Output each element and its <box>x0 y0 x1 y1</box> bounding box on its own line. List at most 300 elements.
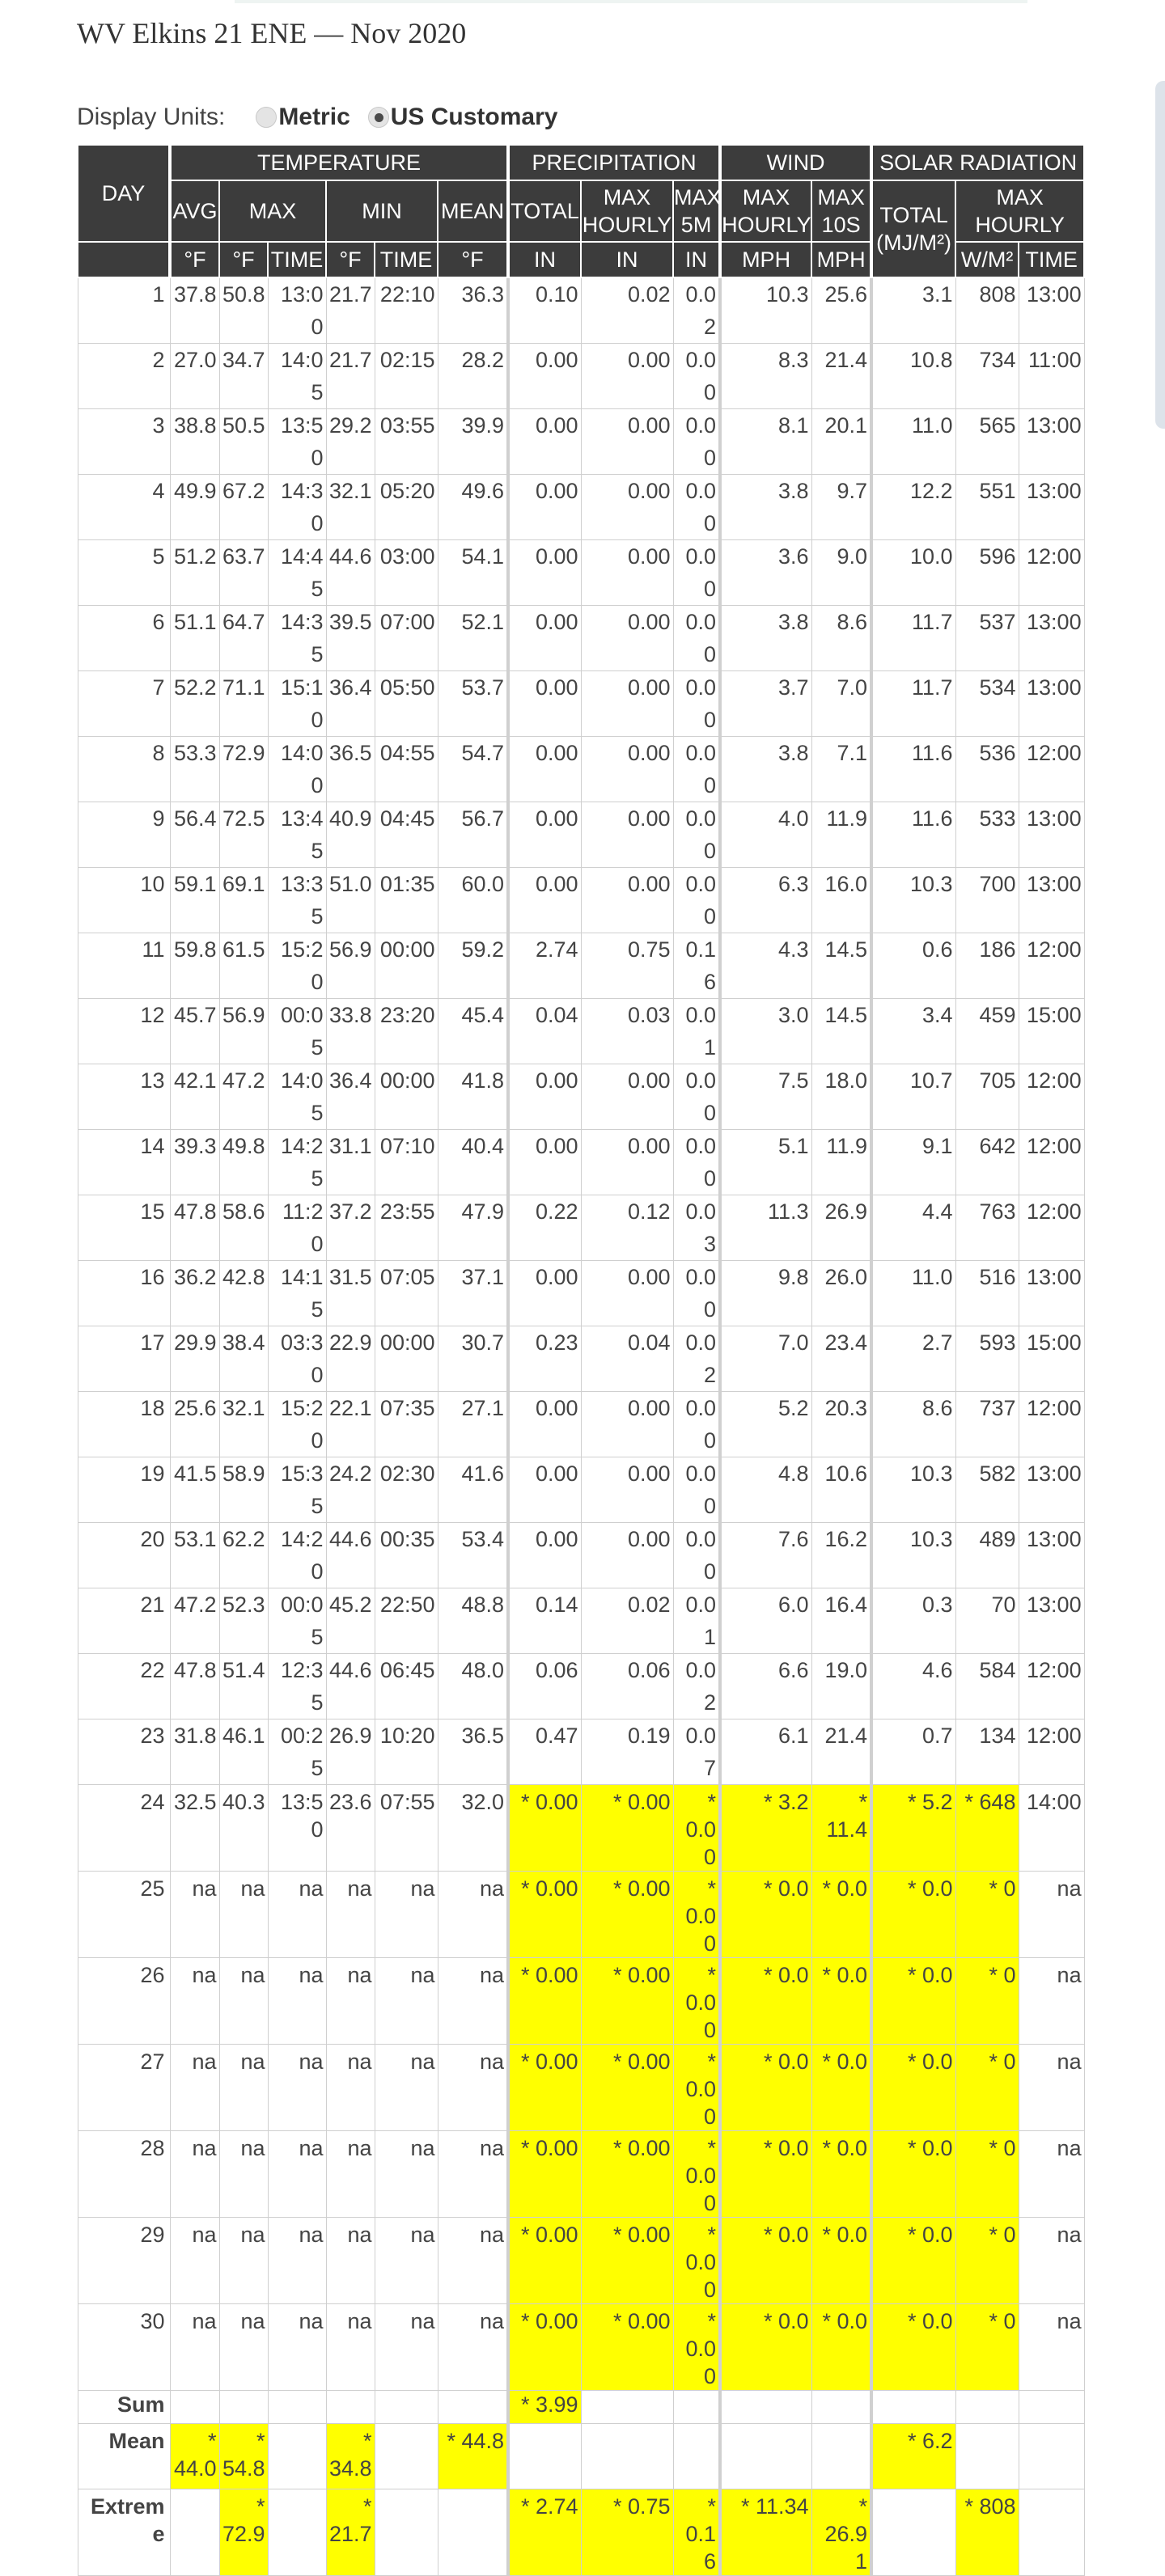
table-row <box>78 1457 1084 1523</box>
cell-avg: 51.2 <box>170 540 219 606</box>
cell-min-time: na <box>375 2304 438 2391</box>
cell-day: 6 <box>78 606 170 671</box>
cell-avg: 31.8 <box>170 1719 219 1785</box>
cell-solar-time: 13:00 <box>1019 1457 1084 1523</box>
cell-day: 24 <box>78 1785 170 1872</box>
cell-day: 25 <box>78 1872 170 1958</box>
cell-solar-time: 13:00 <box>1019 606 1084 671</box>
cell-max-time: 15:35 <box>268 1457 326 1523</box>
cell-mean: 60.0 <box>438 868 508 933</box>
cell-day: 8 <box>78 737 170 802</box>
cell-solar-time: na <box>1019 1872 1084 1958</box>
cell-precip-total: 0.00 <box>508 1457 581 1523</box>
cell-min-f: 31.1 <box>326 1130 375 1195</box>
cell-day: 4 <box>78 475 170 540</box>
cell-solar-time: na <box>1019 2045 1084 2131</box>
cell-mean: na <box>438 2045 508 2131</box>
cell-solar-max-hourly: 551 <box>955 475 1019 540</box>
cell-wind-max-10s: 21.4 <box>811 344 871 409</box>
cell-avg: 47.8 <box>170 1654 219 1719</box>
cell-avg <box>170 2391 219 2424</box>
cell-solar-max-hourly: 186 <box>955 933 1019 999</box>
scrollbar-thumb[interactable] <box>1155 81 1165 429</box>
cell-precip-total: * 0.00 <box>508 2131 581 2218</box>
unit-precip-total: IN <box>508 242 581 277</box>
cell-precip-max-5m: 0.00 <box>673 671 720 737</box>
cell-wind-max-hourly: 6.1 <box>720 1719 811 1785</box>
cell-precip-max-5m: * 0.00 <box>673 1872 720 1958</box>
cell-precip-max-5m: 0.00 <box>673 409 720 475</box>
cell-precip-max-hourly: 0.00 <box>581 1392 673 1457</box>
cell-avg: 45.7 <box>170 999 219 1064</box>
cell-solar-max-hourly: 596 <box>955 540 1019 606</box>
cell-max-time: 11:20 <box>268 1195 326 1261</box>
cell-precip-max-hourly: 0.02 <box>581 277 673 344</box>
cell-precip-max-5m: 0.00 <box>673 737 720 802</box>
cell-day: 5 <box>78 540 170 606</box>
cell-min-time: 07:55 <box>375 1785 438 1872</box>
cell-wind-max-hourly: * 0.0 <box>720 1958 811 2045</box>
cell-precip-total: * 0.00 <box>508 1958 581 2045</box>
cell-max-f: 49.8 <box>219 1130 268 1195</box>
cell-solar-total: * 0.0 <box>871 1872 955 1958</box>
cell-mean: 36.3 <box>438 277 508 344</box>
cell-mean: 32.0 <box>438 1785 508 1872</box>
table-row <box>78 671 1084 737</box>
cell-solar-total: 11.6 <box>871 737 955 802</box>
cell-solar-total: 9.1 <box>871 1130 955 1195</box>
cell-solar-total: 8.6 <box>871 1392 955 1457</box>
table-row <box>78 1785 1084 1872</box>
cell-solar-max-hourly: 534 <box>955 671 1019 737</box>
cell-max-time <box>268 2391 326 2424</box>
cell-min-time <box>375 2489 438 2576</box>
cell-max-time: na <box>268 1872 326 1958</box>
us-customary-radio[interactable] <box>368 107 389 128</box>
cell-precip-max-5m: * 0.16 <box>673 2489 720 2576</box>
cell-solar-time: 13:00 <box>1019 1523 1084 1588</box>
cell-solar-time: 12:00 <box>1019 1064 1084 1130</box>
top-accent-bar <box>235 0 1027 3</box>
cell-max-f: 69.1 <box>219 868 268 933</box>
cell-day: 12 <box>78 999 170 1064</box>
cell-wind-max-10s: 11.9 <box>811 1130 871 1195</box>
cell-day: 1 <box>78 277 170 344</box>
cell-max-f: 71.1 <box>219 671 268 737</box>
cell-precip-max-hourly: 0.02 <box>581 1588 673 1654</box>
cell-solar-total: 3.1 <box>871 277 955 344</box>
cell-min-f: 36.4 <box>326 1064 375 1130</box>
cell-precip-max-5m: 0.03 <box>673 1195 720 1261</box>
table-row <box>78 1719 1084 1785</box>
cell-wind-max-10s: * 0.0 <box>811 2045 871 2131</box>
cell-max-f: * 54.8 <box>219 2424 268 2489</box>
cell-solar-time: 13:00 <box>1019 1588 1084 1654</box>
cell-wind-max-hourly: 4.8 <box>720 1457 811 1523</box>
table-row <box>78 409 1084 475</box>
cell-day: 13 <box>78 1064 170 1130</box>
cell-solar-time: 12:00 <box>1019 933 1084 999</box>
cell-solar-max-hourly: * 0 <box>955 2045 1019 2131</box>
cell-max-f: 58.9 <box>219 1457 268 1523</box>
cell-avg: 39.3 <box>170 1130 219 1195</box>
cell-solar-max-hourly: 737 <box>955 1392 1019 1457</box>
cell-precip-max-5m: 0.00 <box>673 1523 720 1588</box>
cell-day: 27 <box>78 2045 170 2131</box>
header-temperature: TEMPERATURE <box>170 145 508 180</box>
cell-day: 28 <box>78 2131 170 2218</box>
cell-wind-max-10s: 10.6 <box>811 1457 871 1523</box>
cell-max-time: 00:05 <box>268 999 326 1064</box>
cell-solar-total: 11.6 <box>871 802 955 868</box>
cell-mean: 40.4 <box>438 1130 508 1195</box>
cell-wind-max-hourly: 3.8 <box>720 606 811 671</box>
cell-avg: na <box>170 1872 219 1958</box>
cell-precip-total: 0.00 <box>508 1130 581 1195</box>
cell-wind-max-10s: 7.0 <box>811 671 871 737</box>
cell-mean: 49.6 <box>438 475 508 540</box>
cell-wind-max-10s: 20.1 <box>811 409 871 475</box>
cell-min-f: na <box>326 2304 375 2391</box>
header-solar-max-hourly: MAX HOURLY <box>955 180 1084 242</box>
cell-min-f: 22.9 <box>326 1326 375 1392</box>
cell-min-time <box>375 2424 438 2489</box>
cell-solar-max-hourly: * 648 <box>955 1785 1019 1872</box>
cell-solar-total: 11.0 <box>871 409 955 475</box>
cell-avg: 41.5 <box>170 1457 219 1523</box>
cell-precip-max-hourly: 0.00 <box>581 1457 673 1523</box>
cell-avg: 51.1 <box>170 606 219 671</box>
cell-solar-max-hourly: * 0 <box>955 2218 1019 2304</box>
cell-day: Mean <box>78 2424 170 2489</box>
cell-precip-max-5m: 0.00 <box>673 802 720 868</box>
unit-solar-time: TIME <box>1019 242 1084 277</box>
cell-min-time: 00:00 <box>375 1326 438 1392</box>
cell-max-f: 42.8 <box>219 1261 268 1326</box>
cell-wind-max-10s: 16.2 <box>811 1523 871 1588</box>
cell-min-f: 37.2 <box>326 1195 375 1261</box>
cell-min-f: 36.4 <box>326 671 375 737</box>
metric-label: Metric <box>278 104 350 130</box>
cell-min-f: 32.1 <box>326 475 375 540</box>
cell-precip-max-hourly: 0.12 <box>581 1195 673 1261</box>
cell-solar-time: 13:00 <box>1019 409 1084 475</box>
cell-solar-time: 12:00 <box>1019 1195 1084 1261</box>
cell-wind-max-hourly: * 0.0 <box>720 1872 811 1958</box>
cell-max-time: 14:05 <box>268 1064 326 1130</box>
cell-max-time: 13:45 <box>268 802 326 868</box>
table-row <box>78 1130 1084 1195</box>
table-row <box>78 737 1084 802</box>
cell-precip-max-hourly: * 0.00 <box>581 1958 673 2045</box>
cell-precip-max-hourly: * 0.75 <box>581 2489 673 2576</box>
cell-solar-time: 12:00 <box>1019 1392 1084 1457</box>
cell-wind-max-10s: 16.0 <box>811 868 871 933</box>
cell-precip-max-5m: 0.02 <box>673 277 720 344</box>
cell-avg: na <box>170 2304 219 2391</box>
cell-precip-max-5m: 0.00 <box>673 868 720 933</box>
display-units-selector <box>77 104 575 131</box>
cell-solar-total: 0.7 <box>871 1719 955 1785</box>
cell-avg <box>170 2489 219 2576</box>
cell-mean: 47.9 <box>438 1195 508 1261</box>
cell-min-f: 44.6 <box>326 540 375 606</box>
cell-wind-max-10s: 26.0 <box>811 1261 871 1326</box>
header-wind-max-hourly: MAX HOURLY <box>720 180 811 242</box>
cell-solar-max-hourly: * 0 <box>955 2304 1019 2391</box>
cell-precip-total: 0.00 <box>508 475 581 540</box>
metric-option[interactable] <box>256 104 350 131</box>
cell-max-f: 63.7 <box>219 540 268 606</box>
cell-min-f: 45.2 <box>326 1588 375 1654</box>
cell-solar-max-hourly: * 0 <box>955 1872 1019 1958</box>
cell-solar-total: * 0.0 <box>871 2304 955 2391</box>
cell-precip-max-5m: 0.00 <box>673 606 720 671</box>
cell-solar-total: 0.6 <box>871 933 955 999</box>
cell-solar-total: 11.7 <box>871 671 955 737</box>
cell-max-f: 72.5 <box>219 802 268 868</box>
table-row <box>78 475 1084 540</box>
cell-max-f: 50.8 <box>219 277 268 344</box>
cell-precip-total: 0.10 <box>508 277 581 344</box>
cell-max-time: 03:30 <box>268 1326 326 1392</box>
cell-mean: na <box>438 2218 508 2304</box>
cell-day: Extreme <box>78 2489 170 2576</box>
cell-solar-time: 13:00 <box>1019 1261 1084 1326</box>
cell-precip-total: 0.00 <box>508 540 581 606</box>
climate-table <box>77 144 1085 2576</box>
cell-max-time: 13:50 <box>268 1785 326 1872</box>
cell-wind-max-10s <box>811 2391 871 2424</box>
cell-wind-max-hourly: * 0.0 <box>720 2131 811 2218</box>
header-max: MAX <box>219 180 326 242</box>
cell-solar-total: * 0.0 <box>871 2045 955 2131</box>
cell-avg: 38.8 <box>170 409 219 475</box>
table-row <box>78 1326 1084 1392</box>
table-row <box>78 2424 1084 2489</box>
cell-solar-time: 15:00 <box>1019 999 1084 1064</box>
cell-wind-max-hourly: * 11.34 <box>720 2489 811 2576</box>
cell-solar-time: 12:00 <box>1019 1130 1084 1195</box>
header-wind: WIND <box>720 145 871 180</box>
table-row <box>78 802 1084 868</box>
cell-avg: 49.9 <box>170 475 219 540</box>
cell-wind-max-hourly: 3.8 <box>720 475 811 540</box>
cell-solar-total: 10.0 <box>871 540 955 606</box>
header-solar-total: TOTAL (MJ/M²) <box>871 180 955 277</box>
cell-wind-max-10s: * 0.0 <box>811 1958 871 2045</box>
cell-solar-max-hourly: 705 <box>955 1064 1019 1130</box>
cell-wind-max-hourly: 3.8 <box>720 737 811 802</box>
cell-max-time: na <box>268 2131 326 2218</box>
unit-min-time: TIME <box>375 242 438 277</box>
cell-day: Sum <box>78 2391 170 2424</box>
us-customary-label: US Customary <box>390 104 558 130</box>
cell-precip-max-hourly: 0.00 <box>581 344 673 409</box>
cell-day: 15 <box>78 1195 170 1261</box>
cell-precip-max-5m: * 0.00 <box>673 2218 720 2304</box>
cell-max-time: 12:35 <box>268 1654 326 1719</box>
cell-wind-max-hourly <box>720 2391 811 2424</box>
cell-solar-time: 12:00 <box>1019 737 1084 802</box>
cell-max-f: 62.2 <box>219 1523 268 1588</box>
cell-wind-max-10s: 16.4 <box>811 1588 871 1654</box>
cell-min-time: 23:20 <box>375 999 438 1064</box>
cell-avg: 59.8 <box>170 933 219 999</box>
cell-max-time: 13:00 <box>268 277 326 344</box>
cell-max-f: 67.2 <box>219 475 268 540</box>
table-row <box>78 2304 1084 2391</box>
cell-solar-time <box>1019 2489 1084 2576</box>
cell-max-f: 40.3 <box>219 1785 268 1872</box>
cell-max-f: na <box>219 2304 268 2391</box>
table-row <box>78 1261 1084 1326</box>
table-row <box>78 606 1084 671</box>
cell-avg: 27.0 <box>170 344 219 409</box>
cell-mean <box>438 2489 508 2576</box>
cell-wind-max-hourly: 7.6 <box>720 1523 811 1588</box>
cell-max-f: 58.6 <box>219 1195 268 1261</box>
table-body <box>78 277 1084 2576</box>
cell-solar-max-hourly: 593 <box>955 1326 1019 1392</box>
cell-day: 18 <box>78 1392 170 1457</box>
header-precip-max-hourly: MAX HOURLY <box>581 180 673 242</box>
cell-solar-total: 10.8 <box>871 344 955 409</box>
cell-wind-max-hourly <box>720 2424 811 2489</box>
cell-precip-total: 2.74 <box>508 933 581 999</box>
cell-solar-total: 10.7 <box>871 1064 955 1130</box>
display-units-label: Display Units: <box>77 104 226 130</box>
cell-wind-max-hourly: 7.0 <box>720 1326 811 1392</box>
cell-avg: 53.1 <box>170 1523 219 1588</box>
table-row <box>78 277 1084 344</box>
cell-solar-time: 13:00 <box>1019 671 1084 737</box>
cell-precip-max-hourly: 0.75 <box>581 933 673 999</box>
cell-wind-max-10s: 26.9 <box>811 1195 871 1261</box>
cell-mean: na <box>438 1872 508 1958</box>
header-avg: AVG <box>170 180 219 242</box>
cell-precip-max-hourly: 0.00 <box>581 737 673 802</box>
table-row <box>78 1588 1084 1654</box>
cell-precip-total: 0.00 <box>508 1064 581 1130</box>
cell-precip-total: 0.06 <box>508 1654 581 1719</box>
cell-max-time: na <box>268 2218 326 2304</box>
table-row <box>78 2045 1084 2131</box>
cell-solar-time: na <box>1019 1958 1084 2045</box>
table-row <box>78 1523 1084 1588</box>
cell-wind-max-10s <box>811 2424 871 2489</box>
cell-solar-max-hourly: 582 <box>955 1457 1019 1523</box>
cell-wind-max-hourly: * 0.0 <box>720 2045 811 2131</box>
cell-wind-max-hourly: 11.3 <box>720 1195 811 1261</box>
cell-max-f: 56.9 <box>219 999 268 1064</box>
cell-precip-max-hourly: * 0.00 <box>581 2045 673 2131</box>
cell-min-time: na <box>375 2218 438 2304</box>
header-day-unit-spacer <box>78 242 170 277</box>
cell-day: 7 <box>78 671 170 737</box>
cell-precip-max-hourly <box>581 2391 673 2424</box>
unit-wind-max-10s: MPH <box>811 242 871 277</box>
header-wind-max-10s: MAX 10S <box>811 180 871 242</box>
cell-avg: 37.8 <box>170 277 219 344</box>
cell-precip-total: 0.00 <box>508 868 581 933</box>
cell-precip-max-hourly: 0.03 <box>581 999 673 1064</box>
cell-wind-max-10s: 7.1 <box>811 737 871 802</box>
cell-max-time: na <box>268 1958 326 2045</box>
cell-min-time: na <box>375 2045 438 2131</box>
cell-precip-max-hourly: * 0.00 <box>581 2131 673 2218</box>
cell-max-f: 51.4 <box>219 1654 268 1719</box>
table-row <box>78 868 1084 933</box>
table-row <box>78 344 1084 409</box>
cell-day: 26 <box>78 1958 170 2045</box>
cell-mean: 48.0 <box>438 1654 508 1719</box>
cell-solar-max-hourly: 584 <box>955 1654 1019 1719</box>
cell-solar-total <box>871 2391 955 2424</box>
cell-precip-total: 0.47 <box>508 1719 581 1785</box>
cell-wind-max-hourly: 9.8 <box>720 1261 811 1326</box>
cell-mean <box>438 2391 508 2424</box>
cell-solar-time: na <box>1019 2131 1084 2218</box>
metric-radio[interactable] <box>256 107 277 128</box>
cell-max-time: 14:30 <box>268 475 326 540</box>
cell-max-f: na <box>219 1958 268 2045</box>
header-min: MIN <box>326 180 438 242</box>
cell-wind-max-hourly: 6.6 <box>720 1654 811 1719</box>
cell-max-f: 46.1 <box>219 1719 268 1785</box>
cell-precip-max-hourly: 0.00 <box>581 606 673 671</box>
cell-solar-time <box>1019 2424 1084 2489</box>
cell-max-time: na <box>268 2045 326 2131</box>
cell-precip-total <box>508 2424 581 2489</box>
cell-wind-max-10s: 23.4 <box>811 1326 871 1392</box>
cell-min-f: * 34.8 <box>326 2424 375 2489</box>
us-customary-option[interactable] <box>368 104 558 131</box>
cell-min-time: 01:35 <box>375 868 438 933</box>
cell-precip-max-hourly: * 0.00 <box>581 2304 673 2391</box>
cell-precip-max-5m: 0.01 <box>673 999 720 1064</box>
cell-min-time: 03:00 <box>375 540 438 606</box>
cell-precip-total: 0.00 <box>508 1392 581 1457</box>
cell-wind-max-10s: 21.4 <box>811 1719 871 1785</box>
cell-precip-max-hourly: 0.00 <box>581 802 673 868</box>
cell-min-f: 21.7 <box>326 344 375 409</box>
cell-wind-max-10s: 18.0 <box>811 1064 871 1130</box>
cell-precip-max-hourly: 0.00 <box>581 671 673 737</box>
cell-min-f: na <box>326 2131 375 2218</box>
cell-precip-max-hourly: 0.00 <box>581 540 673 606</box>
cell-solar-time: na <box>1019 2304 1084 2391</box>
cell-max-f: 34.7 <box>219 344 268 409</box>
cell-wind-max-hourly: 3.6 <box>720 540 811 606</box>
cell-day: 2 <box>78 344 170 409</box>
cell-mean: 41.8 <box>438 1064 508 1130</box>
cell-precip-max-5m: * 0.00 <box>673 2304 720 2391</box>
cell-min-f: 22.1 <box>326 1392 375 1457</box>
cell-min-f: 23.6 <box>326 1785 375 1872</box>
cell-wind-max-10s: 9.7 <box>811 475 871 540</box>
cell-precip-max-5m: 0.02 <box>673 1326 720 1392</box>
cell-mean: 39.9 <box>438 409 508 475</box>
table-row <box>78 1195 1084 1261</box>
cell-mean: 28.2 <box>438 344 508 409</box>
cell-precip-total: 0.22 <box>508 1195 581 1261</box>
unit-solar-max-hourly: W/M² <box>955 242 1019 277</box>
cell-precip-total: 0.00 <box>508 671 581 737</box>
cell-solar-total: 10.3 <box>871 1523 955 1588</box>
cell-avg: 32.5 <box>170 1785 219 1872</box>
cell-precip-total: 0.00 <box>508 606 581 671</box>
